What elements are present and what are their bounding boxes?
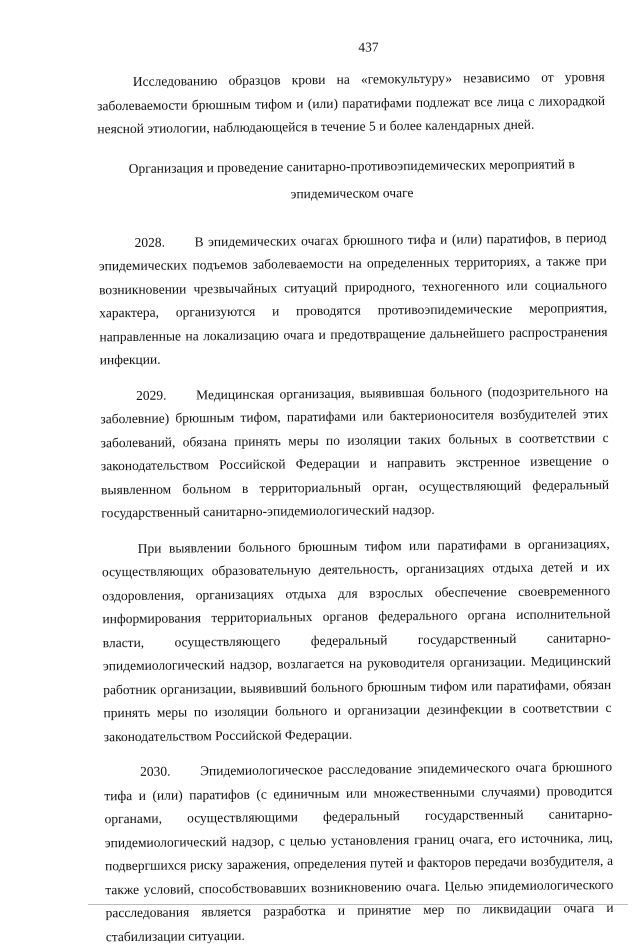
intro-paragraph: Исследованию образцов крови на «гемокультуру» независимо от уровня заболеваемости брюшным тифом и (или) паратифами подлежат все лица с лихорадкой неясной этиологии, наблюдающейся в течение 5 и более календарных дней. [97, 65, 606, 141]
item-number: 2029. [136, 383, 196, 407]
item-2028 [98, 226, 607, 372]
item-text: В эпидемических очагах брюшного тифа и (или) паратифов, в период эпидемических подъемов заболеваемости на определенных территориях, а также при возникновении чрезвычайных ситуаций природного, техногенного или социального характера, организуются и проводятся противоэпидемические мероприятия, направленные на локализацию очага и предотвращение дальнейшего распространения инфекции. [99, 230, 608, 368]
item-text: Эпидемиологическое расследование эпидемического очага брюшного тифа и (или) паратифов (с единичным или множественными случаями) проводится органами, осуществляющими федеральный государственный санитарно-эпидемиологический надзор, с целью установления границ очага, его источника, лиц, подвергшихся риску заражения, определения путей и факторов передачи возбудителя, а также условий, способствовавших возникновению очага. Целью эпидемиологического расследования является разработка и принятие мер по ликвидации очага и стабилизации ситуации. [104, 759, 613, 944]
item-number: 2028. [134, 230, 194, 254]
item-2029 [100, 379, 609, 525]
item-2029-continuation: При выявлении больного брюшным тифом или паратифами в организациях, осуществляющих образовательную деятельность, организациях отдыха детей и их оздоровления, организациях отдыха для взрослых обеспечение своевременного информирования территориальных органов федерального органа исполнительной власти, осуществляющего федеральный государственный санитарно-эпидемиологический надзор, возлагается на руководителя организации. Медицинский работник организации, выявивший больного брюшным тифом или паратифами, обязан принять меры по изоляции больного и организации дезинфекции в соответствии с законодательством Российской Федерации. [102, 531, 612, 748]
page-number: 437 [132, 37, 604, 58]
item-2030 [104, 755, 614, 948]
section-heading: Организация и проведение санитарно-противоэпидемических мероприятий в эпидемическом очаге [98, 150, 607, 209]
item-text: Медицинская организация, выявившая больного (подозрительного на заболевние) брюшным тифом, паратифами или бактерионосителя возбудителей этих заболеваний, обязана принять меры по изоляции таких больных в соответствии с законодательством Российской Федерации и направить экстренное извещение о выявленном больном в территориальный орган, осуществляющий федеральный государственный санитарно-эпидемиологический надзор. [100, 383, 609, 521]
item-number: 2030. [140, 759, 200, 783]
